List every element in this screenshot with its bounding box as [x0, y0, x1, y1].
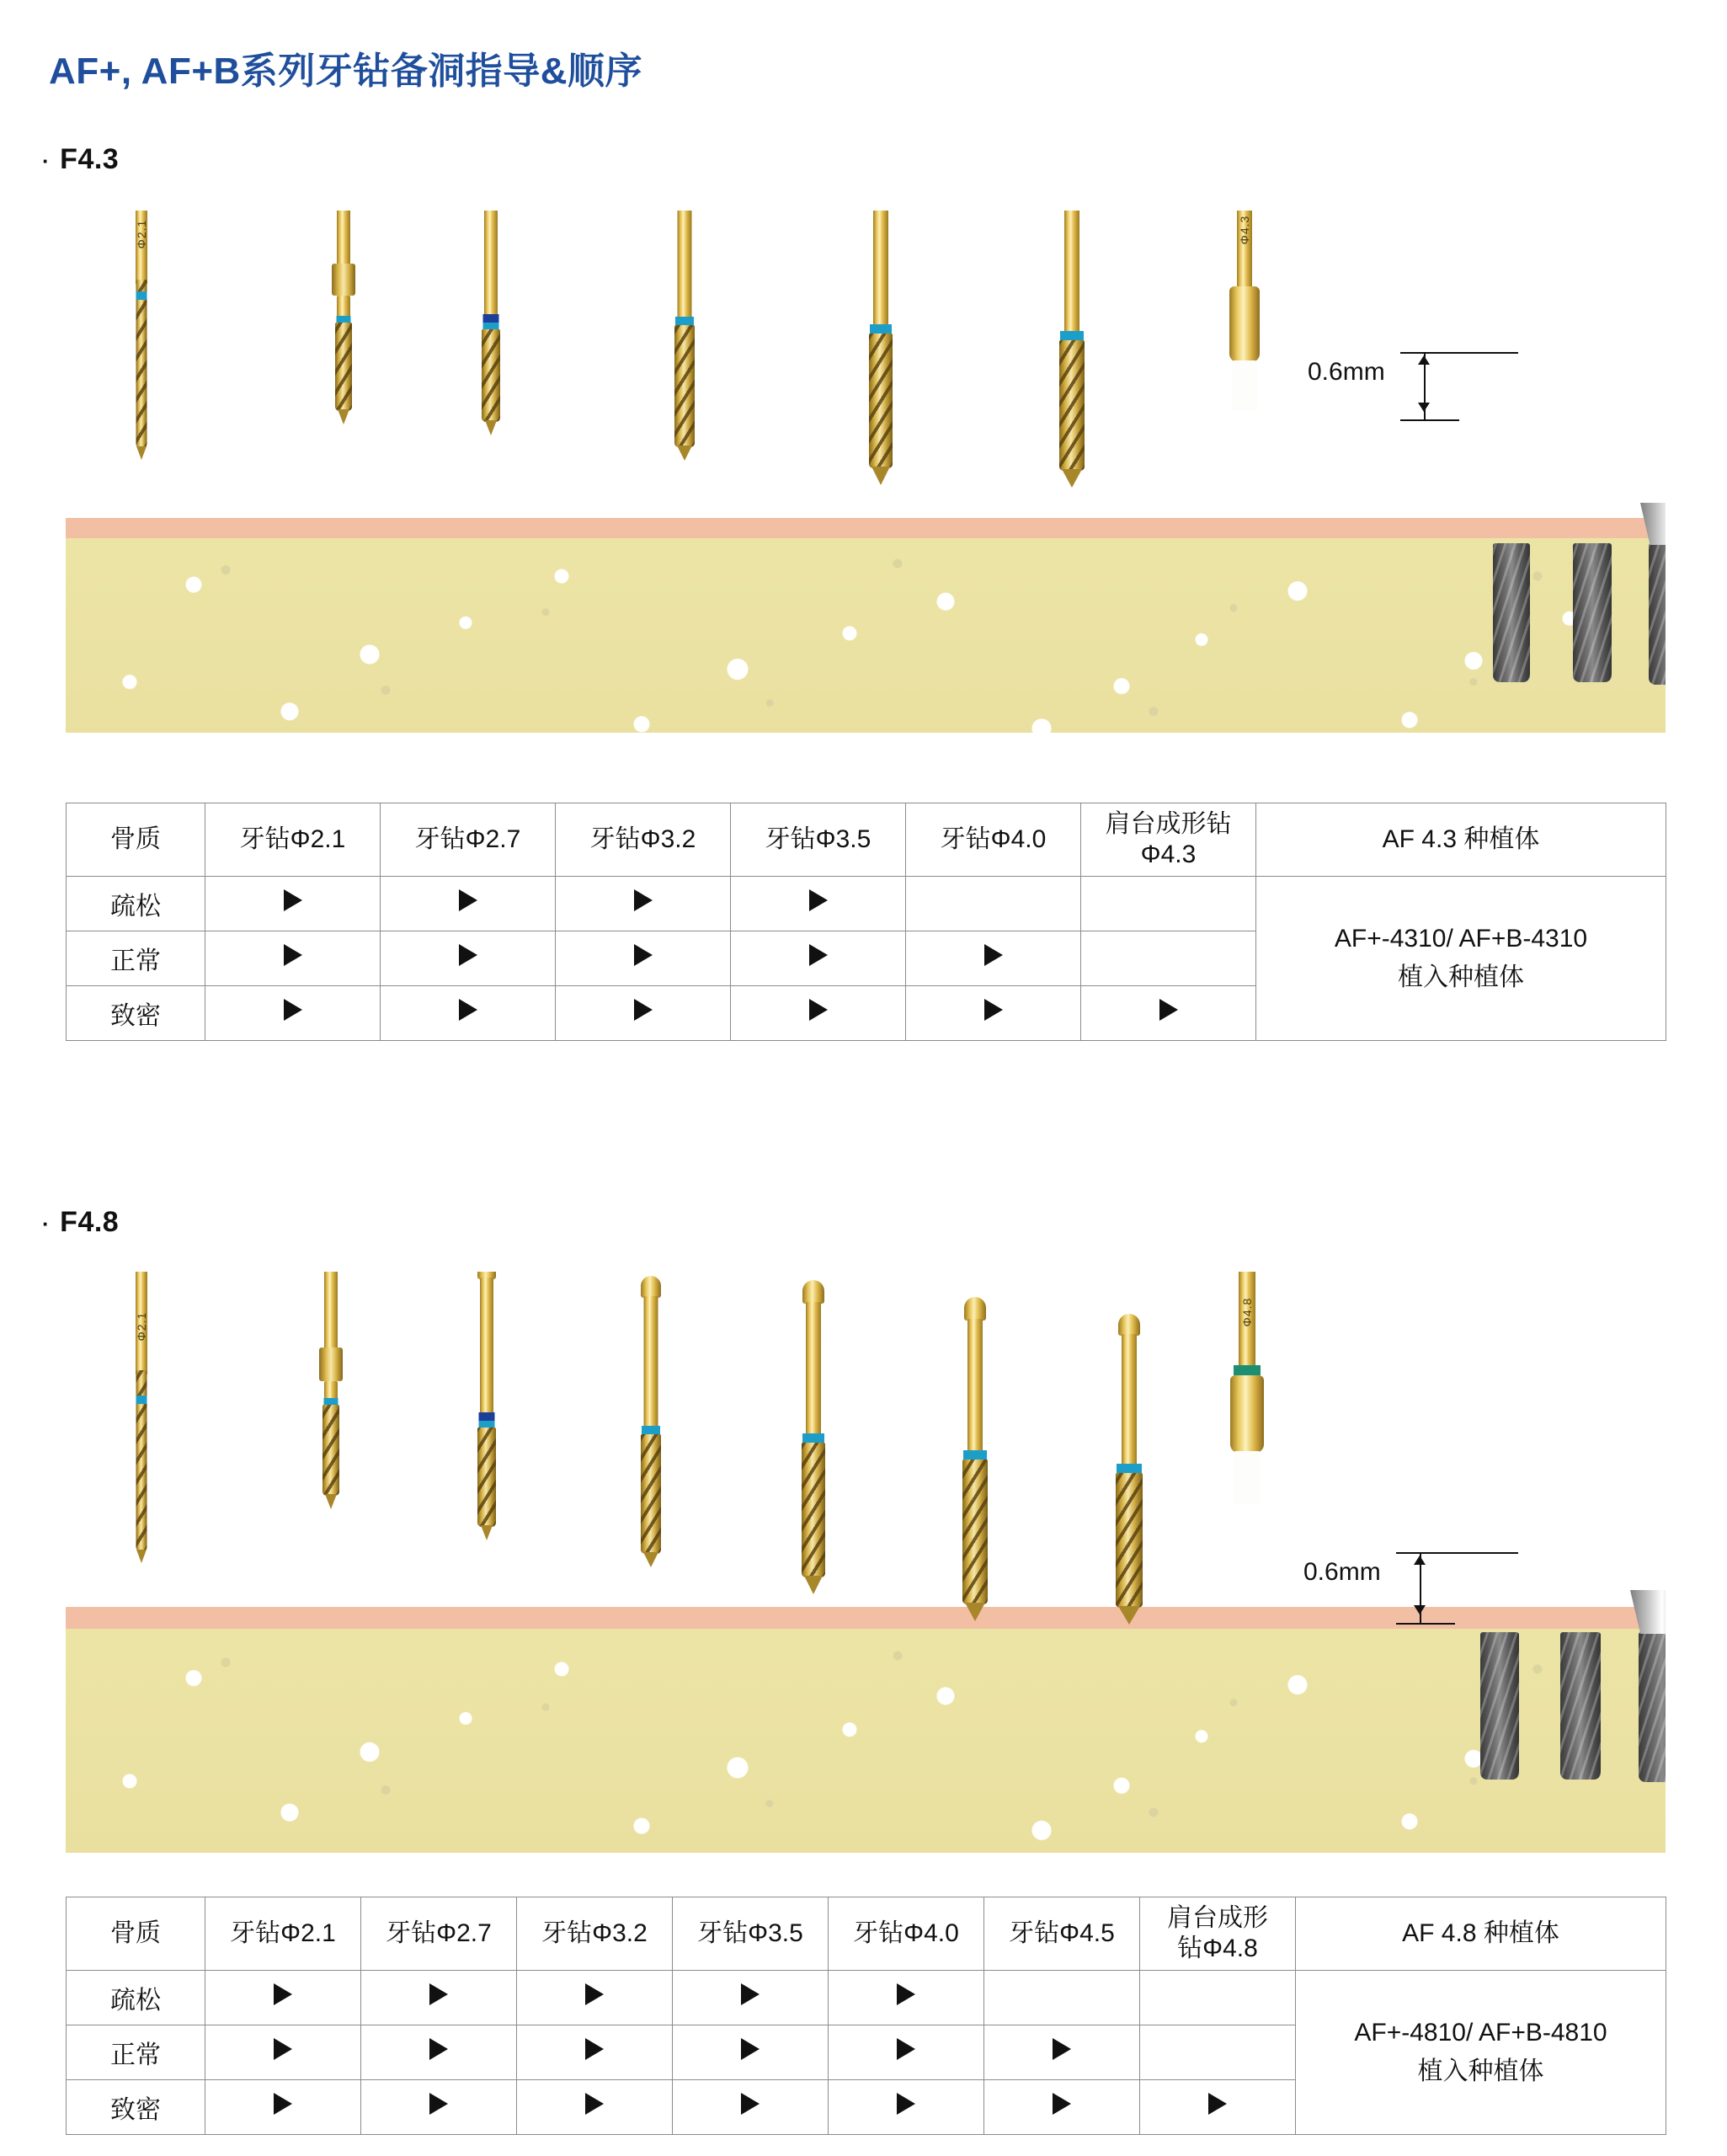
- measure-arrow-down: [1418, 403, 1430, 412]
- drill-depth-band: [642, 1426, 660, 1434]
- mark-cell: [731, 931, 906, 986]
- drill-label: Φ4.3: [1238, 215, 1251, 245]
- triangle-marker-icon: [984, 944, 1003, 966]
- shoulder-shaper-drill-4-8: [1207, 1272, 1287, 1722]
- shaper-pilot: [1234, 1451, 1261, 1503]
- shaper-body: [1229, 286, 1260, 362]
- triangle-marker-icon: [741, 2038, 760, 2060]
- drill-shank: [484, 211, 498, 318]
- drill-3-5: [617, 1276, 685, 1714]
- drill-collar: [319, 1348, 343, 1381]
- mark-cell: [361, 2080, 517, 2135]
- shaper-header-line-1: 肩台成形: [1167, 1904, 1268, 1932]
- column-header-shaper-4-8: [1140, 1897, 1296, 1971]
- drill-4-5: [1034, 211, 1110, 627]
- drill-sequence-table-f43: [66, 803, 1666, 1041]
- drill-2-1: [116, 1272, 167, 1697]
- bullet-icon: ·: [42, 147, 51, 173]
- drill-flute: [1116, 1473, 1143, 1608]
- triangle-marker-icon: [284, 999, 302, 1021]
- mark-cell: [361, 2025, 517, 2080]
- drill-2-7: [301, 1272, 360, 1668]
- measure-arrow-down: [1414, 1605, 1426, 1614]
- mark-cell: [381, 931, 556, 986]
- mark-cell: [673, 2025, 829, 2080]
- drill-depth-band: [136, 291, 147, 300]
- drill-tip: [965, 1603, 985, 1621]
- drill-3-2: [461, 211, 520, 585]
- column-header-drill-4-5: 牙钻Φ4.5: [984, 1897, 1140, 1971]
- row-label-normal: 正常: [67, 2025, 205, 2080]
- drill-head: [802, 1280, 824, 1304]
- mark-cell-empty: [1140, 1971, 1296, 2025]
- mark-cell-empty: [984, 1971, 1140, 2025]
- implant-1: [1493, 543, 1530, 682]
- mark-cell: [205, 1971, 361, 2025]
- drill-tip: [871, 467, 890, 485]
- drill-flute: [477, 1428, 496, 1527]
- drill-depth-band: [483, 314, 499, 323]
- drill-shank: [873, 211, 888, 329]
- triangle-marker-icon: [984, 999, 1003, 1021]
- drill-flute: [136, 280, 147, 448]
- drill-depth-band: [1117, 1464, 1142, 1473]
- drill-4-5: [937, 1297, 1013, 1756]
- triangle-marker-icon: [809, 889, 828, 911]
- triangle-marker-icon: [459, 889, 477, 911]
- drill-flute: [869, 334, 893, 468]
- column-header-drill-2-7: 牙钻Φ2.7: [381, 803, 556, 877]
- drill-shank: [967, 1319, 983, 1455]
- mark-cell: [205, 2080, 361, 2135]
- drill-flute: [1059, 340, 1085, 471]
- triangle-marker-icon: [634, 889, 653, 911]
- drill-sequence-table-f48: [66, 1897, 1666, 2135]
- triangle-marker-icon: [284, 944, 302, 966]
- measure-label-0-6mm: 0.6mm: [1303, 1558, 1381, 1586]
- measure-label-0-6mm: 0.6mm: [1308, 358, 1385, 386]
- implant-code-line-2: 植入种植体: [1417, 2057, 1544, 2085]
- triangle-marker-icon: [585, 1983, 604, 2005]
- mark-cell: [829, 2080, 984, 2135]
- shaper-header-line-1: 肩台成形钻: [1105, 810, 1232, 838]
- drill-shank: [644, 1296, 658, 1431]
- drill-tip: [325, 1494, 337, 1509]
- mark-cell: [556, 877, 731, 931]
- triangle-marker-icon: [585, 2093, 604, 2115]
- table-row: [67, 1971, 1666, 2025]
- row-label-loose: 疏松: [67, 1971, 205, 2025]
- drill-label: Φ2.1: [135, 1311, 148, 1342]
- mark-cell: [731, 986, 906, 1041]
- mark-cell: [1140, 2080, 1296, 2135]
- illustration-f48: [66, 1272, 1666, 1853]
- shaper-header-line-2: 钻Φ4.8: [1177, 1935, 1258, 1962]
- shaper-body: [1230, 1375, 1264, 1453]
- drill-4-0: [845, 211, 917, 636]
- section-heading-label: F4.3: [60, 143, 120, 175]
- implant-code-line-2: 植入种植体: [1398, 963, 1524, 991]
- drill-2-7: [314, 211, 373, 577]
- triangle-marker-icon: [429, 1983, 448, 2005]
- drill-tip: [136, 1550, 147, 1563]
- implant-code-line-1: AF+-4810/ AF+B-4810: [1354, 2018, 1607, 2047]
- implant-code-cell: [1256, 877, 1666, 1041]
- page-title: AF+, AF+B系列牙钻备洞指导&顺序: [49, 51, 643, 92]
- triangle-marker-icon: [897, 2038, 915, 2060]
- triangle-marker-icon: [274, 2038, 292, 2060]
- drill-flute: [674, 325, 695, 447]
- mark-cell: [556, 931, 731, 986]
- drill-3-5: [651, 211, 718, 606]
- mark-cell: [731, 877, 906, 931]
- section-heading-f43: [42, 143, 119, 176]
- drill-depth-band: [1060, 331, 1084, 340]
- triangle-marker-icon: [429, 2093, 448, 2115]
- mark-cell: [361, 1971, 517, 2025]
- triangle-marker-icon: [284, 889, 302, 911]
- column-header-drill-2-7: 牙钻Φ2.7: [361, 1897, 517, 1971]
- triangle-marker-icon: [1053, 2093, 1071, 2115]
- drill-tip: [677, 446, 692, 461]
- drill-shank: [480, 1278, 493, 1416]
- triangle-marker-icon: [274, 2093, 292, 2115]
- drill-head: [964, 1297, 986, 1321]
- drill-tip: [643, 1552, 658, 1567]
- drill-depth-band: [136, 1396, 147, 1404]
- column-header-drill-4-0: 牙钻Φ4.0: [906, 803, 1081, 877]
- column-header-drill-4-0: 牙钻Φ4.0: [829, 1897, 984, 1971]
- shoulder-shaper-drill-4-3: [1207, 211, 1282, 623]
- measure-arrow-up: [1414, 1556, 1426, 1565]
- triangle-marker-icon: [809, 944, 828, 966]
- mark-cell: [556, 986, 731, 1041]
- triangle-marker-icon: [634, 944, 653, 966]
- mark-cell: [381, 986, 556, 1041]
- illustration-f43: [66, 211, 1666, 733]
- table-row: [67, 877, 1666, 931]
- drill-head: [641, 1276, 661, 1298]
- drill-tip: [481, 1525, 493, 1540]
- measure-tick-top: [1396, 1552, 1518, 1554]
- drill-collar: [332, 264, 355, 296]
- triangle-marker-icon: [634, 999, 653, 1021]
- drill-shank: [806, 1302, 821, 1438]
- mark-cell: [205, 877, 381, 931]
- triangle-marker-icon: [741, 1983, 760, 2005]
- drill-tip: [1062, 469, 1082, 488]
- drill-depth-band: [963, 1450, 987, 1460]
- drill-shank: [1122, 1334, 1137, 1467]
- column-header-drill-2-1: 牙钻Φ2.1: [205, 1897, 361, 1971]
- triangle-marker-icon: [897, 1983, 915, 2005]
- column-header-shaper-4-3: [1081, 803, 1256, 877]
- triangle-marker-icon: [1208, 2093, 1227, 2115]
- measure-arrow-up: [1418, 355, 1430, 365]
- measure-tick-top: [1400, 352, 1518, 354]
- row-label-loose: 疏松: [67, 877, 205, 931]
- section-heading-label: F4.8: [60, 1206, 120, 1238]
- drill-depth-band: [675, 317, 694, 325]
- drill-flute: [802, 1443, 825, 1577]
- triangle-marker-icon: [274, 1983, 292, 2005]
- triangle-marker-icon: [741, 2093, 760, 2115]
- drill-flute: [482, 329, 500, 422]
- column-header-drill-3-2: 牙钻Φ3.2: [517, 1897, 673, 1971]
- drill-depth-band: [479, 1412, 495, 1421]
- column-header-drill-3-5: 牙钻Φ3.5: [731, 803, 906, 877]
- mark-cell: [517, 2080, 673, 2135]
- mark-cell: [673, 2080, 829, 2135]
- drill-flute: [641, 1434, 661, 1554]
- mark-cell: [517, 1971, 673, 2025]
- drill-flute: [335, 323, 352, 411]
- implant-3-with-abutment: [1639, 1632, 1666, 1782]
- implant-2: [1573, 543, 1612, 682]
- drill-shank: [324, 1272, 338, 1349]
- drill-4-0: [777, 1280, 850, 1735]
- column-header-implant-4-8: AF 4.8 种植体: [1296, 1897, 1666, 1971]
- mark-cell: [205, 2025, 361, 2080]
- table-header-row: [67, 803, 1666, 877]
- triangle-marker-icon: [585, 2038, 604, 2060]
- mark-cell: [906, 986, 1081, 1041]
- implant-code-cell: [1296, 1971, 1666, 2135]
- drill-head: [1118, 1314, 1140, 1336]
- column-header-bone-quality: 骨质: [67, 803, 205, 877]
- implant-2: [1560, 1632, 1601, 1780]
- drill-label: Φ2.1: [135, 219, 148, 249]
- mark-cell-empty: [1140, 2025, 1296, 2080]
- mark-cell: [1081, 986, 1256, 1041]
- mark-cell: [984, 2080, 1140, 2135]
- drill-tip: [136, 446, 147, 460]
- row-label-dense: 致密: [67, 986, 205, 1041]
- table-header-row: [67, 1897, 1666, 1971]
- section-heading-f48: [42, 1206, 119, 1239]
- measure-tick-bottom: [1396, 1623, 1455, 1625]
- triangle-marker-icon: [429, 2038, 448, 2060]
- triangle-marker-icon: [809, 999, 828, 1021]
- row-label-normal: 正常: [67, 931, 205, 986]
- mark-cell: [205, 931, 381, 986]
- drill-shank: [1064, 211, 1079, 334]
- mark-cell-empty: [1081, 877, 1256, 931]
- mark-cell: [984, 2025, 1140, 2080]
- triangle-marker-icon: [459, 944, 477, 966]
- mark-cell: [829, 1971, 984, 2025]
- mark-cell-empty: [906, 877, 1081, 931]
- mark-cell: [517, 2025, 673, 2080]
- triangle-marker-icon: [1053, 2038, 1071, 2060]
- column-header-drill-3-2: 牙钻Φ3.2: [556, 803, 731, 877]
- drill-shank: [678, 211, 692, 322]
- drill-tip: [485, 420, 497, 435]
- drill-depth-band: [802, 1433, 824, 1443]
- implant-1: [1480, 1632, 1519, 1780]
- shaper-band: [1234, 1365, 1261, 1375]
- drill-7: [1089, 1314, 1170, 1752]
- row-label-dense: 致密: [67, 2080, 205, 2135]
- mark-cell: [673, 1971, 829, 2025]
- column-header-drill-3-5: 牙钻Φ3.5: [673, 1897, 829, 1971]
- triangle-marker-icon: [459, 999, 477, 1021]
- mark-cell: [205, 986, 381, 1041]
- mark-cell-empty: [1081, 931, 1256, 986]
- drill-flute: [322, 1405, 339, 1496]
- triangle-marker-icon: [897, 2093, 915, 2115]
- measure-tick-bottom: [1400, 419, 1459, 421]
- implant-code-line-1: AF+-4310/ AF+B-4310: [1334, 924, 1588, 953]
- drill-tip: [338, 409, 349, 424]
- drill-2-1: [116, 211, 167, 606]
- shaper-pilot: [1232, 360, 1257, 411]
- column-header-implant-4-3: AF 4.3 种植体: [1256, 803, 1666, 877]
- shaper-header-line-2: Φ4.3: [1140, 841, 1197, 868]
- drill-tip: [1118, 1606, 1140, 1625]
- drill-shank: [337, 211, 350, 264]
- triangle-marker-icon: [1159, 999, 1178, 1021]
- drill-label: Φ4.8: [1240, 1297, 1254, 1327]
- implant-3-with-abutment: [1649, 543, 1666, 685]
- column-header-bone-quality: 骨质: [67, 1897, 205, 1971]
- drill-3-2: [457, 1272, 516, 1689]
- drill-flute: [962, 1460, 988, 1604]
- mark-cell: [906, 931, 1081, 986]
- bullet-icon: ·: [42, 1210, 51, 1236]
- column-header-drill-2-1: 牙钻Φ2.1: [205, 803, 381, 877]
- mark-cell: [381, 877, 556, 931]
- drill-tip: [804, 1576, 823, 1594]
- drill-depth-band: [870, 324, 892, 334]
- mark-cell: [829, 2025, 984, 2080]
